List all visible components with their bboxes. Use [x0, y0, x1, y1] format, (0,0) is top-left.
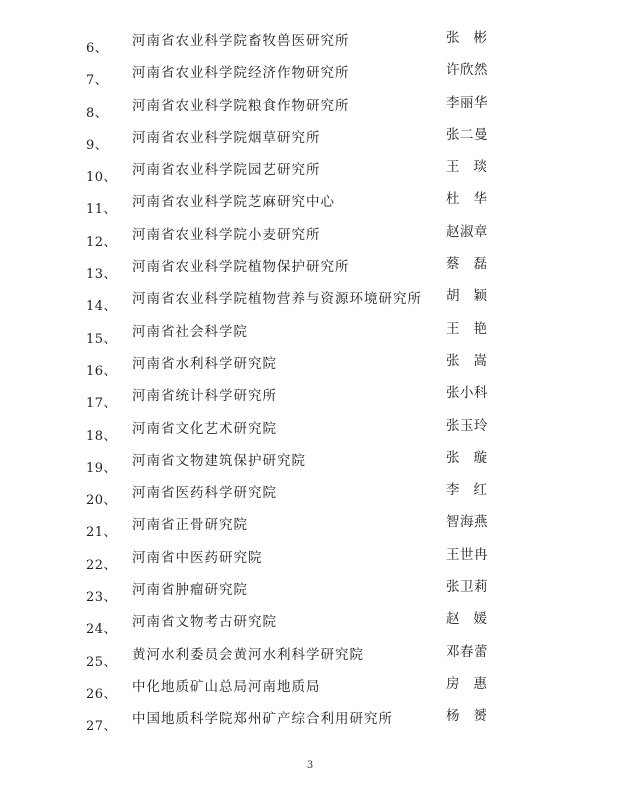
contact-person: 赵媛 — [446, 611, 501, 628]
contact-person: 赵淑章 — [446, 223, 488, 240]
item-number: 25、 — [86, 654, 118, 670]
institution-name: 河南省农业科学院小麦研究所 — [132, 226, 321, 243]
item-number: 16、 — [86, 363, 118, 379]
list-item — [0, 603, 620, 638]
item-number: 6、 — [86, 41, 109, 56]
institution-name: 河南省医药科学研究院 — [132, 485, 277, 502]
list-item — [0, 668, 620, 700]
list-item — [0, 636, 620, 668]
institution-name: 河南省农业科学院植物保护研究所 — [132, 259, 350, 276]
contact-person: 张玉玲 — [446, 417, 488, 434]
contact-person: 蔡磊 — [446, 256, 501, 273]
item-number: 14、 — [86, 299, 118, 315]
contact-person: 张二曼 — [446, 126, 488, 143]
page-number: 3 — [306, 760, 314, 771]
list-item — [0, 539, 620, 571]
contact-person: 杨赟 — [446, 708, 501, 725]
list-item — [0, 313, 620, 345]
institution-name: 河南省农业科学院畜牧兽医研究所 — [132, 33, 350, 49]
contact-person: 张卫莉 — [446, 579, 488, 596]
item-number: 23、 — [86, 590, 118, 606]
institution-name: 河南省农业科学院烟草研究所 — [132, 129, 321, 146]
contact-person: 邓春蕾 — [446, 643, 488, 660]
institution-name: 中国地质科学院郑州矿产综合利用研究所 — [132, 711, 393, 728]
list-item — [0, 119, 620, 151]
list-item — [0, 87, 620, 119]
contact-person: 李丽华 — [446, 94, 488, 111]
institution-name: 河南省正骨研究院 — [132, 517, 248, 534]
list-item — [0, 700, 620, 735]
contact-person: 王琰 — [446, 159, 501, 176]
list-item — [0, 280, 620, 315]
institution-name: 河南省中医药研究院 — [132, 549, 263, 566]
item-number: 19、 — [86, 460, 118, 476]
item-number: 26、 — [86, 686, 118, 702]
contact-person: 智海燕 — [446, 514, 488, 531]
institution-name: 河南省社会科学院 — [132, 323, 248, 340]
institution-name: 河南省文物考古研究院 — [132, 614, 277, 631]
list-item — [0, 345, 620, 377]
list-item — [0, 377, 620, 412]
item-number: 7、 — [86, 73, 109, 89]
contact-person: 张璇 — [446, 449, 501, 466]
institution-name: 河南省农业科学院芝麻研究中心 — [132, 194, 335, 211]
institution-list — [0, 22, 620, 733]
institution-name: 黄河水利委员会黄河水利科学研究院 — [132, 646, 364, 663]
list-item — [0, 151, 620, 186]
list-item — [0, 183, 620, 218]
item-number: 21、 — [86, 525, 118, 541]
list-item — [0, 54, 620, 89]
contact-person: 李红 — [446, 482, 501, 499]
institution-name: 河南省肿瘤研究院 — [132, 582, 248, 599]
item-number: 13、 — [86, 267, 118, 283]
contact-person: 房惠 — [446, 675, 501, 692]
list-item — [0, 474, 620, 509]
contact-person: 杜华 — [446, 191, 501, 208]
item-number: 11、 — [86, 202, 118, 218]
list-item — [0, 410, 620, 442]
item-number: 17、 — [86, 396, 118, 412]
institution-name: 中化地质矿山总局河南地质局 — [132, 678, 321, 695]
item-number: 10、 — [86, 170, 118, 186]
list-item — [0, 248, 620, 283]
item-number: 24、 — [86, 622, 118, 638]
institution-name: 河南省统计科学研究所 — [132, 388, 277, 405]
item-number: 22、 — [86, 557, 118, 573]
list-item — [0, 571, 620, 606]
list-item — [0, 442, 620, 474]
institution-name: 河南省农业科学院粮食作物研究所 — [132, 97, 350, 114]
contact-person: 许欣然 — [446, 62, 488, 79]
list-item — [0, 216, 620, 248]
contact-person: 张彬 — [446, 30, 501, 46]
institution-name: 河南省文化艺术研究院 — [132, 420, 277, 437]
institution-name: 河南省农业科学院园艺研究所 — [132, 162, 321, 179]
item-number: 9、 — [86, 137, 109, 153]
contact-person: 张嵩 — [446, 352, 501, 369]
contact-person: 王艳 — [446, 320, 501, 337]
list-item — [0, 506, 620, 541]
institution-name: 河南省农业科学院植物营养与资源环境研究所 — [132, 291, 422, 308]
item-number: 18、 — [86, 428, 118, 444]
institution-name: 河南省水利科学研究院 — [132, 355, 277, 372]
institution-name: 河南省文物建筑保护研究院 — [132, 452, 306, 469]
item-number: 12、 — [86, 234, 118, 250]
contact-person: 王世冉 — [446, 546, 488, 563]
item-number: 20、 — [86, 493, 118, 509]
contact-person: 张小科 — [446, 385, 488, 402]
item-number: 27、 — [86, 719, 118, 735]
item-number: 8、 — [86, 105, 109, 121]
item-number: 15、 — [86, 331, 118, 347]
contact-person: 胡颖 — [446, 288, 501, 305]
institution-name: 河南省农业科学院经济作物研究所 — [132, 65, 350, 82]
list-item — [0, 22, 620, 54]
